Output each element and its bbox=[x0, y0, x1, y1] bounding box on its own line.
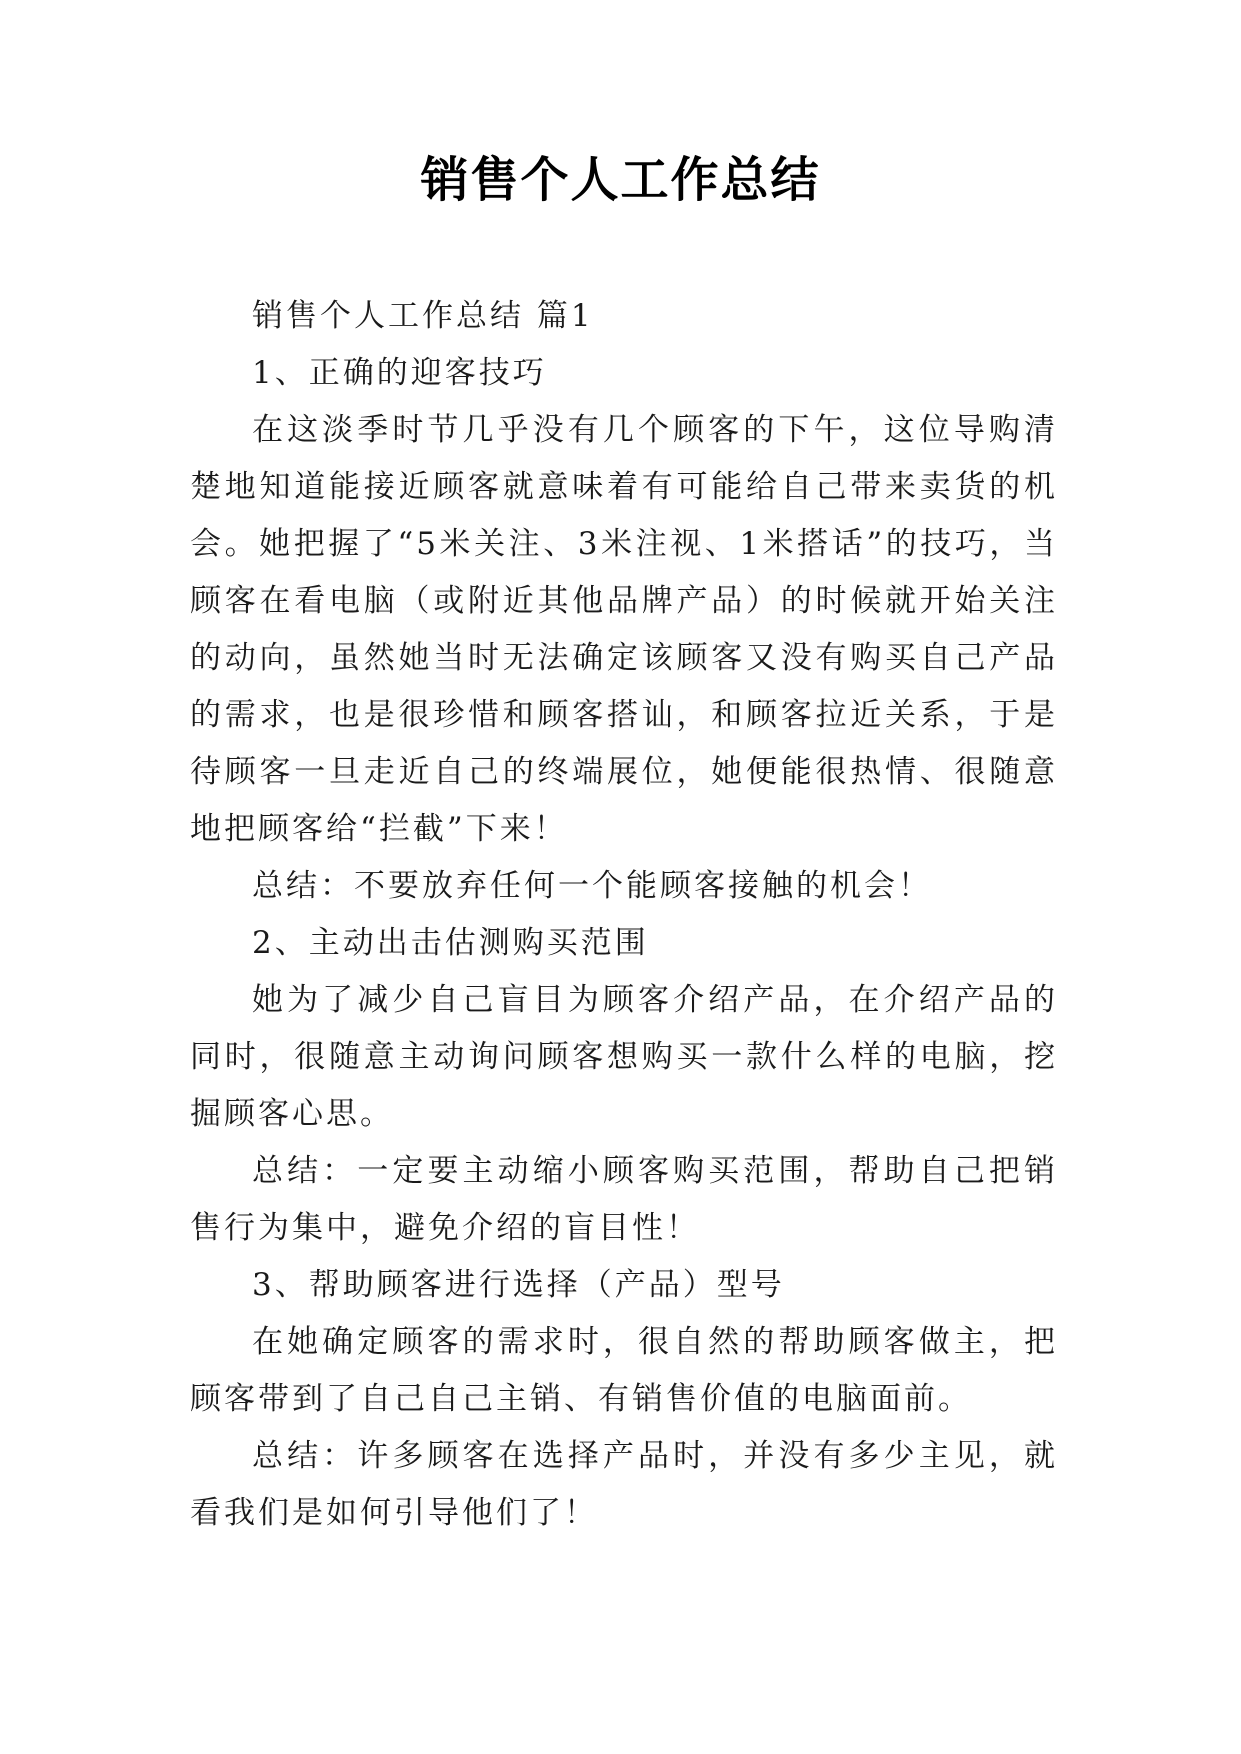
section-heading: 销售个人工作总结 篇1 bbox=[252, 298, 594, 334]
paragraph: 在她确定顾客的需求时，很自然的帮助顾客做主，把顾客带到了自己自己主销、有销售价值的电脑面前。 bbox=[190, 1324, 1058, 1417]
document-body bbox=[190, 288, 1058, 1542]
paragraph: 在这淡季时节几乎没有几个顾客的下午，这位导购清楚地知道能接近顾客就意味着有可能给自己带来卖货的机会。她把握了“5米关注、3米注视、1米搭话”的技巧，当顾客在看电脑（或附近其他品牌产品）的时候就开始关注的动向，虽然她当时无法确定该顾客又没有购买自己产品的需求，也是很珍惜和顾客搭讪，和顾客拉近关系，于是待顾客一旦走近自己的终端展位，她便能很热情、很随意地把顾客给“拦截”下来！ bbox=[190, 412, 1058, 847]
summary-2: 总结：一定要主动缩小顾客购买范围，帮助自己把销售行为集中，避免介绍的盲目性！ bbox=[190, 1153, 1058, 1246]
summary-1: 总结：不要放弃任何一个能顾客接触的机会！ bbox=[252, 868, 932, 904]
document-title: 销售个人工作总结 bbox=[420, 152, 821, 208]
subheading-3: 3、帮助顾客进行选择（产品）型号 bbox=[252, 1267, 785, 1303]
paragraph: 她为了减少自己盲目为顾客介绍产品，在介绍产品的同时，很随意主动询问顾客想购买一款什么样的电脑，挖掘顾客心思。 bbox=[190, 982, 1058, 1132]
subheading-2: 2、主动出击估测购买范围 bbox=[252, 925, 649, 961]
subheading-1: 1、正确的迎客技巧 bbox=[252, 355, 547, 391]
summary-3: 总结：许多顾客在选择产品时，并没有多少主见，就看我们是如何引导他们了！ bbox=[190, 1438, 1058, 1531]
